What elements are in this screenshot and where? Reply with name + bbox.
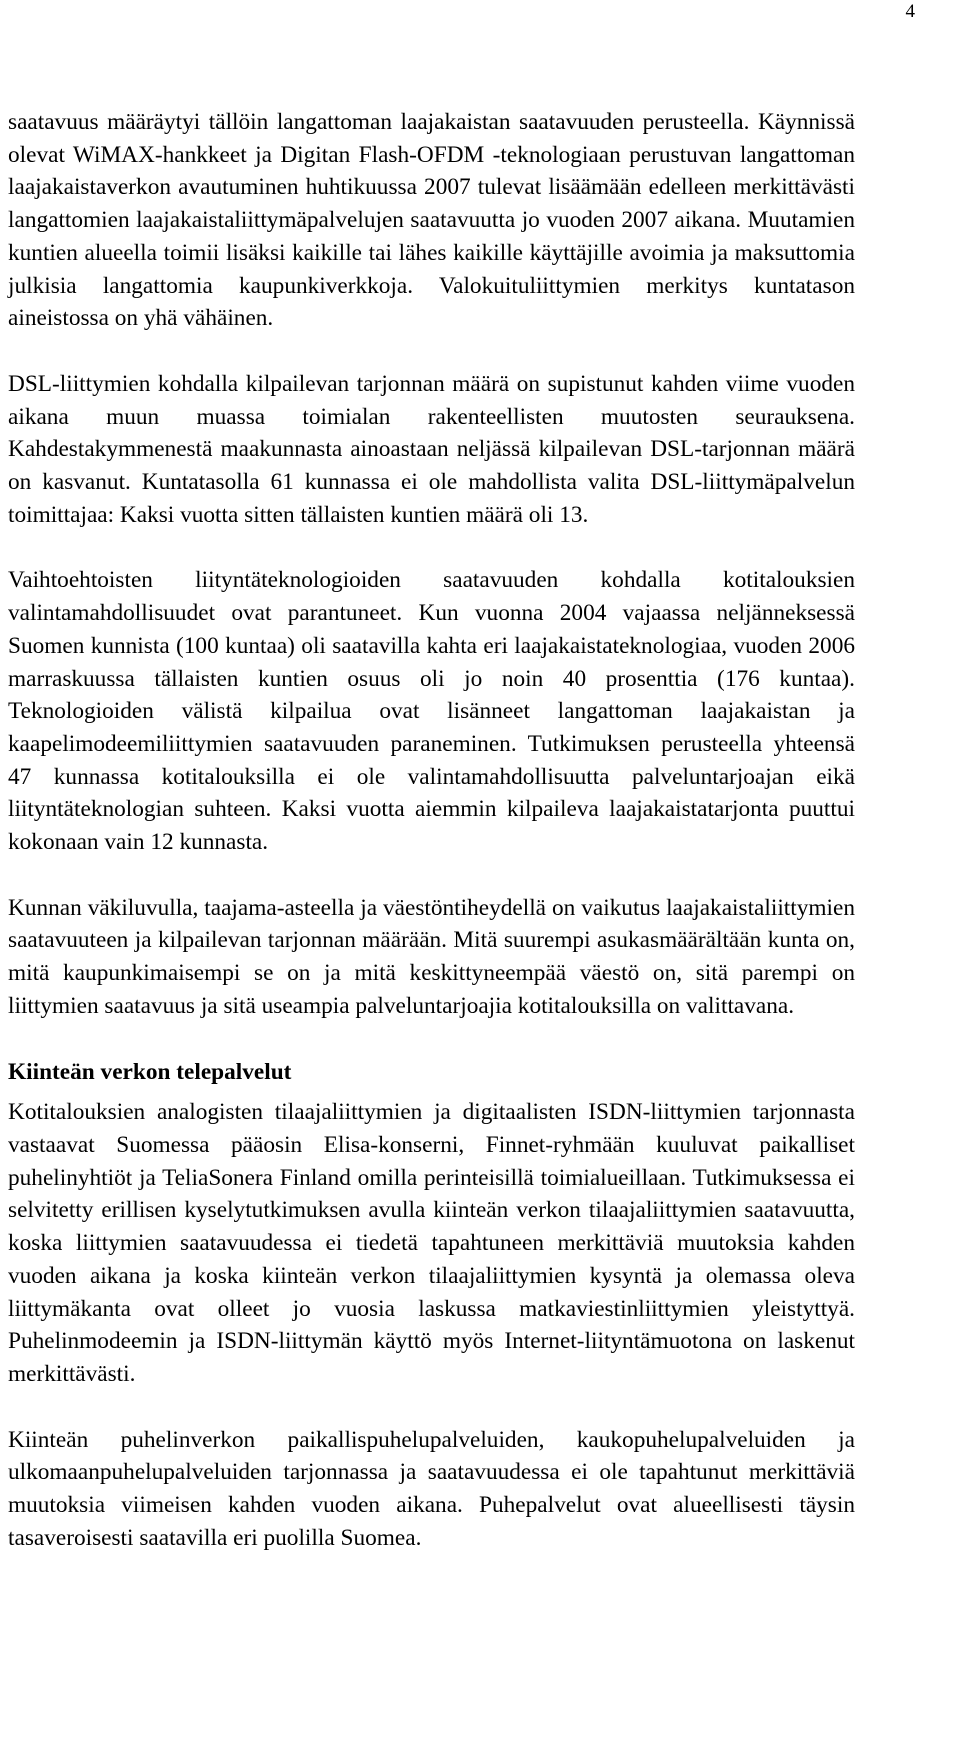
document-body xyxy=(8,106,855,1587)
paragraph-voice-services: Kiinteän puhelinverkon paikallispuhelupalveluiden, kaukopuhelupalveluiden ja ulkomaanpuhelupalveluiden tarjonnassa ja saatavuudessa ei ole tapahtunut merkittäviä muutoksia viimeisen kahden vuoden aikana. Puhepalvelut ovat alueellisesti täysin tasaveroisesti saatavilla eri puolilla Suomea. xyxy=(8,1426,855,1551)
paragraph-municipality-factors: Kunnan väkiluvulla, taajama-asteella ja väestöntiheydellä on vaikutus laajakaistaliittymien saatavuuteen ja kilpailevan tarjonnan määrään. Mitä suurempi asukasmäärältään kunta on, mitä kaupunkimaisempi se on ja mitä keskittyneempää väestö on, sitä parempi on liittymien saatavuus ja sitä useampia palveluntarjoajia kotitalouksilla on valittavana. xyxy=(8,894,855,1019)
paragraph-wireless-broadband: saatavuus määräytyi tällöin langattoman laajakaistan saatavuuden perusteella. Käynnissä olevat WiMAX-hankkeet ja Digitan Flash-OFDM -teknologiaan perustuvan langattoman laajakaistaverkon avautuminen huhtikuussa 2007 tulevat lisäämään edelleen merkittävästi langattomien laajakaistaliittymäpalvelujen saatavuutta jo vuoden 2007 aikana. Muutamien kuntien alueella toimii lisäksi kaikille tai lähes kaikille käyttäjille avoimia ja maksuttomia julkisia langattomia kaupunkiverkkoja. Valokuituliittymien merkitys kuntatason aineistossa on yhä vähäinen. xyxy=(8,109,855,332)
paragraph-fixed-subscriptions: Kotitalouksien analogisten tilaajaliittymien ja digitaalisten ISDN-liittymien tarjonnasta vastaavat Suomessa pääosin Elisa-konserni, Finnet-ryhmään kuuluvat paikalliset puhelinyhtiöt ja TeliaSonera Finland omilla perinteisillä toimialueillaan. Tutkimuksessa ei selvitetty erillisen kyselytutkimuksen avulla kiinteän verkon tilaajaliittymien saatavuutta, koska liittymien saatavuudessa ei tiedetä tapahtuneen merkittäviä muutoksia kahden vuoden aikana ja koska kiinteän verkon tilaajaliittymien kysyntä ja olemassa oleva liittymäkanta ovat olleet jo vuosia laskussa matkaviestinliittymien yleistyttyä. Puhelinmodeemin ja ISDN-liittymän käyttö myös Internet-liityntämuotona on laskenut merkittävästi. xyxy=(8,1099,855,1387)
section-heading: Kiinteän verkon telepalvelut xyxy=(8,1058,292,1085)
paragraph-alternative-technologies: Vaihtoehtoisten liityntäteknologioiden saatavuuden kohdalla kotitalouksien valintamahdollisuudet ovat parantuneet. Kun vuonna 2004 vajaassa neljänneksessä Suomen kunnista (100 kuntaa) oli saatavilla kahta eri laajakaistateknologiaa, vuoden 2006 marraskuussa tällaisten kuntien osuus oli jo noin 40 prosenttia (176 kuntaa). Teknologioiden välistä kilpailua ovat lisänneet langattoman laajakaistan ja kaapelimodeemiliittymien saatavuuden paraneminen. Tutkimuksen perusteella yhteensä 47 kunnassa kotitalouksilla ei ole valintamahdollisuutta palveluntarjoajan eikä liityntäteknologian suhteen. Kaksi vuotta aiemmin kilpaileva laajakaistatarjonta puuttui kokonaan vain 12 kunnasta. xyxy=(8,567,855,856)
page-number: 4 xyxy=(905,1,915,22)
paragraph-dsl-competition: DSL-liittymien kohdalla kilpailevan tarjonnan määrä on supistunut kahden viime vuoden aikana muun muassa toimialan rakenteellisten muutosten seurauksena. Kahdestakymmenestä maakunnasta ainoastaan neljässä kilpailevan DSL-tarjonnan määrä on kasvanut. Kuntatasolla 61 kunnassa ei ole mahdollista valita DSL-liittymäpalvelun toimittajaa: Kaksi vuotta sitten tällaisten kuntien määrä oli 13. xyxy=(8,370,855,528)
